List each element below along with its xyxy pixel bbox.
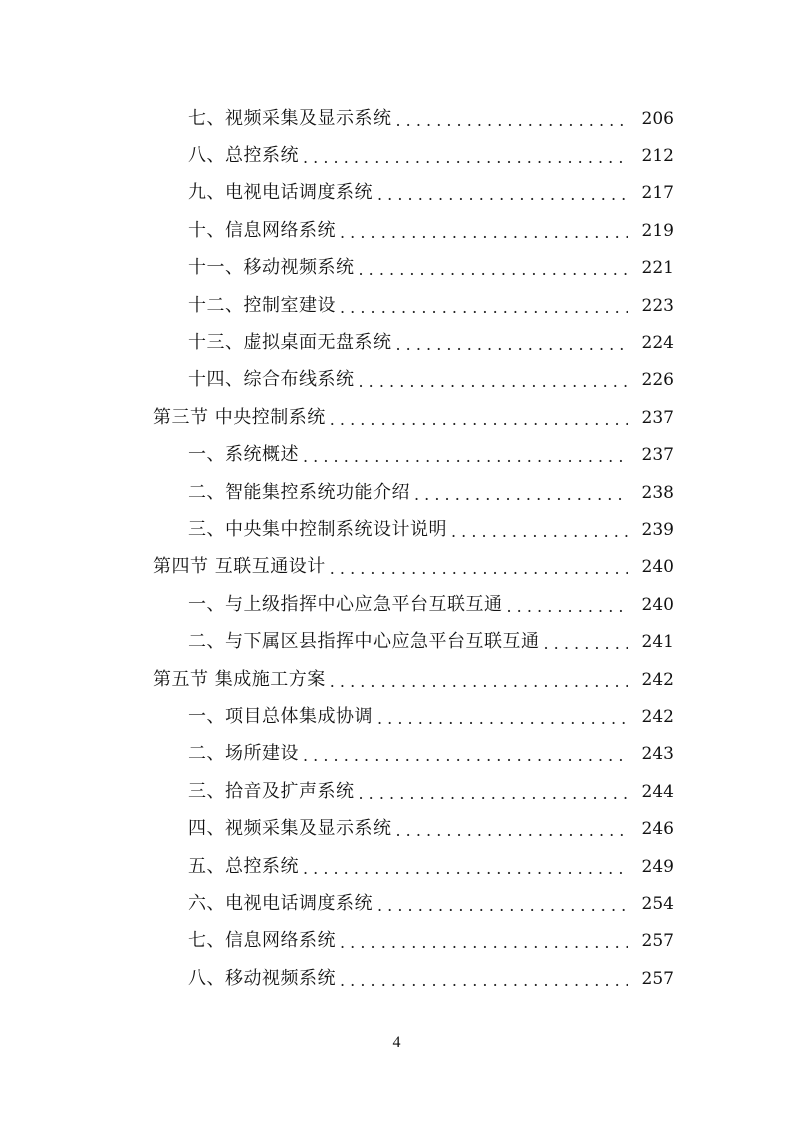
- toc-item-entry[interactable]: [0, 287, 793, 324]
- toc-entry-page: 238: [641, 482, 674, 503]
- toc-entry-page: 237: [641, 445, 674, 466]
- toc-entry-title: 二、与下属区县指挥中心应急平台互联互通: [188, 631, 540, 653]
- toc-dot-leader: [340, 932, 628, 954]
- toc-entry-page: 219: [641, 220, 674, 241]
- toc-dot-leader: [303, 745, 628, 767]
- toc-dot-leader: [396, 820, 629, 842]
- toc-item-entry[interactable]: [0, 324, 793, 361]
- toc-entry-title: 二、场所建设: [188, 743, 299, 765]
- toc-item-entry[interactable]: [0, 474, 793, 511]
- toc-entry-title: 二、智能集控系统功能介绍: [188, 481, 410, 503]
- toc-entry-page: 224: [641, 333, 674, 354]
- toc-item-entry[interactable]: [0, 100, 793, 137]
- toc-item-entry[interactable]: [0, 250, 793, 287]
- toc-entry-page: 212: [641, 146, 674, 167]
- toc-dot-leader: [303, 858, 628, 880]
- toc-item-entry[interactable]: [0, 362, 793, 399]
- toc-item-entry[interactable]: [0, 511, 793, 548]
- toc-entry-title: 一、系统概述: [188, 444, 299, 466]
- toc-dot-leader: [377, 895, 628, 917]
- toc-dot-leader: [359, 259, 629, 281]
- toc-item-entry[interactable]: [0, 848, 793, 885]
- toc-entry-page: 237: [641, 407, 674, 428]
- toc-entry-title: 一、与上级指挥中心应急平台互联互通: [188, 593, 503, 615]
- toc-entry-page: 244: [641, 781, 674, 802]
- toc-dot-leader: [340, 970, 628, 992]
- toc-entry-page: 217: [641, 183, 674, 204]
- toc-entry-page: 243: [641, 744, 674, 765]
- toc-entry-title: 九、电视电话调度系统: [188, 182, 373, 204]
- toc-item-entry[interactable]: [0, 175, 793, 212]
- toc-entry-page: 221: [641, 258, 674, 279]
- toc-entry-page: 206: [641, 108, 674, 129]
- toc-entry-page: 257: [641, 968, 674, 989]
- toc-dot-leader: [396, 110, 629, 132]
- toc-entry-page: 246: [641, 819, 674, 840]
- toc-entry-title: 四、视频采集及显示系统: [188, 818, 392, 840]
- toc-entry-title: 七、视频采集及显示系统: [188, 107, 392, 129]
- toc-entry-title: 十四、综合布线系统: [188, 369, 355, 391]
- toc-item-entry[interactable]: [0, 773, 793, 810]
- toc-entry-title: 第三节 中央控制系统: [153, 406, 326, 428]
- toc-entry-title: 三、中央集中控制系统设计说明: [188, 518, 447, 540]
- toc-dot-leader: [330, 558, 628, 580]
- toc-item-entry[interactable]: [0, 810, 793, 847]
- toc-item-entry[interactable]: [0, 698, 793, 735]
- toc-entry-title: 第四节 互联互通设计: [153, 556, 326, 578]
- toc-item-entry[interactable]: [0, 736, 793, 773]
- toc-entry-title: 五、总控系统: [188, 855, 299, 877]
- toc-dot-leader: [303, 446, 628, 468]
- toc-dot-leader: [544, 633, 629, 655]
- toc-entry-title: 八、移动视频系统: [188, 967, 336, 989]
- toc-dot-leader: [507, 596, 629, 618]
- page-number: 4: [392, 1034, 401, 1051]
- toc-entry-title: 十一、移动视频系统: [188, 257, 355, 279]
- toc-dot-leader: [330, 671, 628, 693]
- toc-entry-title: 第五节 集成施工方案: [153, 668, 326, 690]
- toc-item-entry[interactable]: [0, 586, 793, 623]
- toc-item-entry[interactable]: [0, 923, 793, 960]
- toc-dot-leader: [340, 297, 628, 319]
- toc-entry-title: 七、信息网络系统: [188, 930, 336, 952]
- toc-entry-title: 八、总控系统: [188, 145, 299, 167]
- toc-dot-leader: [396, 334, 629, 356]
- toc-entry-page: 240: [641, 594, 674, 615]
- toc-section-entry[interactable]: [0, 661, 793, 698]
- toc-item-entry[interactable]: [0, 437, 793, 474]
- toc-entry-title: 十三、虚拟桌面无盘系统: [188, 332, 392, 354]
- toc-item-entry[interactable]: [0, 212, 793, 249]
- toc-entry-title: 六、电视电话调度系统: [188, 892, 373, 914]
- toc-entry-page: 242: [641, 669, 674, 690]
- toc-item-entry[interactable]: [0, 623, 793, 660]
- toc-item-entry[interactable]: [0, 885, 793, 922]
- toc-entry-title: 十二、控制室建设: [188, 294, 336, 316]
- toc-section-entry[interactable]: [0, 399, 793, 436]
- toc-entry-page: 240: [641, 557, 674, 578]
- toc-entry-page: 249: [641, 856, 674, 877]
- toc-entry-title: 一、项目总体集成协调: [188, 705, 373, 727]
- toc-dot-leader: [377, 184, 628, 206]
- table-of-contents: [0, 100, 793, 997]
- toc-dot-leader: [340, 222, 628, 244]
- toc-dot-leader: [303, 147, 628, 169]
- toc-section-entry[interactable]: [0, 549, 793, 586]
- toc-entry-page: 239: [641, 519, 674, 540]
- toc-entry-page: 242: [641, 706, 674, 727]
- toc-dot-leader: [359, 371, 629, 393]
- toc-item-entry[interactable]: [0, 960, 793, 997]
- toc-dot-leader: [377, 708, 628, 730]
- toc-entry-page: 226: [641, 370, 674, 391]
- toc-entry-title: 十、信息网络系统: [188, 219, 336, 241]
- toc-entry-page: 257: [641, 931, 674, 952]
- toc-dot-leader: [414, 484, 628, 506]
- toc-entry-page: 223: [641, 295, 674, 316]
- toc-entry-page: 241: [641, 632, 674, 653]
- toc-dot-leader: [451, 521, 628, 543]
- toc-item-entry[interactable]: [0, 137, 793, 174]
- toc-dot-leader: [330, 409, 628, 431]
- toc-dot-leader: [359, 783, 629, 805]
- toc-entry-title: 三、拾音及扩声系统: [188, 780, 355, 802]
- toc-entry-page: 254: [641, 893, 674, 914]
